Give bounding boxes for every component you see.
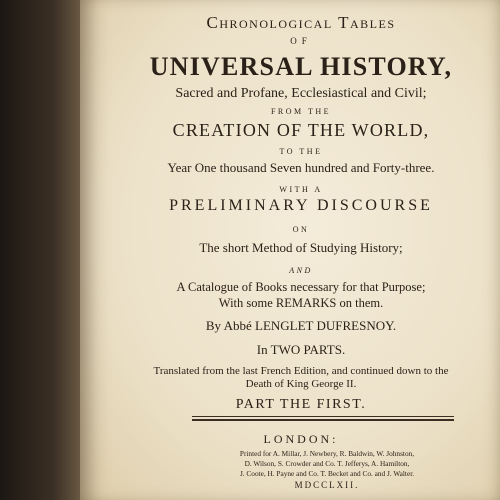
title-line-part-the-first: PART THE FIRST. [235, 397, 367, 412]
imprint-place: LONDON: [263, 432, 339, 446]
title-line-chronological-tables: Chronological Tables [206, 13, 396, 32]
title-line-catalogue-of-books: A Catalogue of Books necessary for that Purpose; [176, 280, 426, 294]
title-line-preliminary-discourse: PRELIMINARY DISCOURSE [169, 197, 433, 214]
title-line-translated: Translated from the last French Edition, and continued down to the [153, 365, 449, 377]
title-line-of: OF [290, 36, 312, 46]
title-line-author: By Abbé LENGLET DUFRESNOY. [205, 318, 397, 333]
title-line-from-the: FROM THE [270, 107, 332, 116]
title-line-sacred-profane: Sacred and Profane, Ecclesiastical and Civil; [175, 86, 427, 101]
imprint-line-1: Printed for A. Millar, J. Newbery, R. Baldwin, W. Johnston, [239, 449, 415, 458]
title-line-and: AND [289, 266, 313, 275]
title-line-to-the: TO THE [279, 147, 323, 156]
title-line-two-parts: In TWO PARTS. [256, 342, 346, 357]
imprint-year: MDCCLXII. [294, 480, 360, 490]
title-line-universal-history: UNIVERSAL HISTORY, [149, 52, 453, 81]
title-line-year: Year One thousand Seven hundred and Forty-three. [167, 160, 435, 175]
title-line-on: ON [292, 225, 310, 234]
title-line-with-remarks: With some REMARKS on them. [218, 296, 384, 310]
imprint-line-3: J. Coote, H. Payne and Co. T. Becket and Co. and J. Walter. [239, 469, 415, 478]
title-line-with-a: WITH A [279, 185, 323, 194]
title-line-death-of-king: Death of King George II. [245, 378, 357, 390]
imprint-block [116, 0, 486, 500]
title-line-creation-of-the-world: CREATION OF THE WORLD, [172, 120, 430, 140]
title-line-short-method: The short Method of Studying History; [199, 240, 403, 255]
imprint-line-2: D. Wilson, S. Crowder and Co. T. Jefferys, A. Hamilton, [244, 459, 410, 468]
title-page [80, 0, 500, 500]
